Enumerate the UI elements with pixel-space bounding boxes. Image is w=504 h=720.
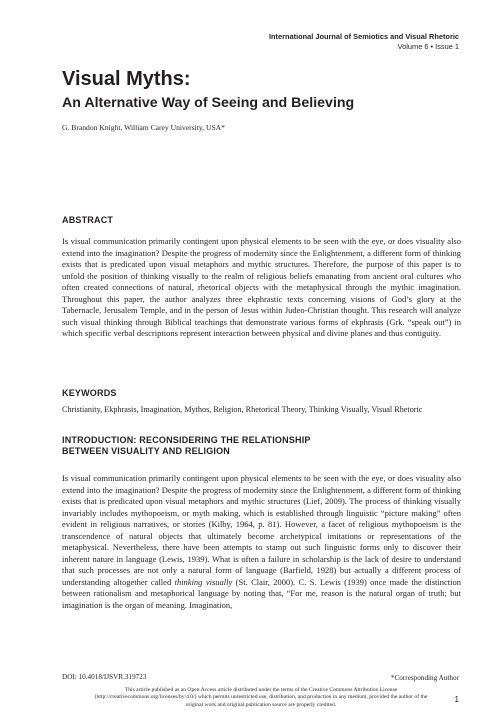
keywords-text: Christianity, Ekphrasis, Imagination, Mythos, Religion, Rhetorical Theory, Thinking Visually, Visual Rhetoric [62, 405, 423, 414]
corresponding-author-note: *Corresponding Author [390, 674, 459, 682]
introduction-text-part-2: (St. Clair, 2000). C. S. Lewis (1939) once made the distinction between rationalism and metaphorical language by noting that, “For me, reason is the natural organ of truth; but imagination is the organ of meaning. Imagination, [62, 576, 462, 610]
abstract-heading: ABSTRACT [62, 215, 114, 225]
author-affiliation: G. Brandon Knight, William Carey University, USA* [62, 123, 225, 132]
page-number: 1 [454, 695, 459, 704]
article-title: Visual Myths: [62, 68, 191, 90]
introduction-text-part-1: Is visual communication primarily contingent upon physical elements to be seen with the eye, or does visuality also extend into the imagination? Despite the progress of modernity since the Enlightenment, a different form of thinking exists that is predicated upon visual metaphors and mythic structures (Lief, 2009). The process of thinking visually invariably includes mythopoeism, or myth making, which is established through linguistic “picture making” often evident in religious narratives, or stories (Kilby, 1964, p. 81). However, a facet of religious mythopoeism is the transcendence of natural objects that ultimately become archetypical imitations or representations of the metaphysical. Nevertheless, there have been attempts to stamp out such linguistic forms only to discover their inherent nature in language (Lewis, 1939). What is often a failure in scholarship is the lack of desire to understand that such processes are not only a natural form of language (Barfield, 1928) but actually a different process of understanding altogether called [62, 473, 461, 587]
journal-name: International Journal of Semiotics and Visual Rhetoric [268, 32, 459, 41]
keywords-heading: KEYWORDS [62, 388, 117, 398]
journal-issue: Volume 6 • Issue 1 [397, 42, 459, 51]
article-subtitle: An Alternative Way of Seeing and Believing [62, 95, 355, 111]
abstract-text: Is visual communication primarily contingent upon physical elements to be seen with the eye, or does visuality also extend into the imagination? Despite the progress of modernity since the Enlightenment, a different form of thinking exists that is predicated upon visual metaphors and mythic structures. Therefore, the purpose of this paper is to unfold the position of thinking visually to the realm of religious beliefs emanating from ancient oral cultures who often created connections of natural, rhetorical objects with the metaphysical through the mythic imagination. Throughout this paper, the author analyzes three ekphrastic texts concerning visions of God’s glory at the Tabernacle, Jerusalem Temple, and in the person of Jesus within Judeo-Christian thought. This research will analyze such visual thinking through Biblical teachings that demonstrate various forms of ekphrasis (Grk. “speak out”) in which specific verbal descriptions represent interaction between physical and divine planes and thus contiguity. [62, 236, 461, 338]
introduction-text [62, 473, 461, 611]
introduction-heading-line-2: BETWEEN VISUALITY AND RELIGION [62, 446, 231, 456]
journal-header [269, 32, 459, 52]
introduction-heading-line-1: INTRODUCTION: RECONSIDERING THE RELATIONSHIP [62, 435, 311, 445]
license-note: This article published as an Open Access article distributed under the terms of the Creative Commons Attribution License (http://creativecommons.org/licenses/by/4.0/) which permits unrestricted use, distribution, and production in any medium, provided the author of the original work and original publication source are properly credited. [94, 687, 428, 708]
introduction-emphasis: thinking visually [174, 576, 233, 587]
introduction-heading [62, 435, 311, 457]
doi: DOI: 10.4018/IJSVR.319723 [62, 673, 147, 681]
